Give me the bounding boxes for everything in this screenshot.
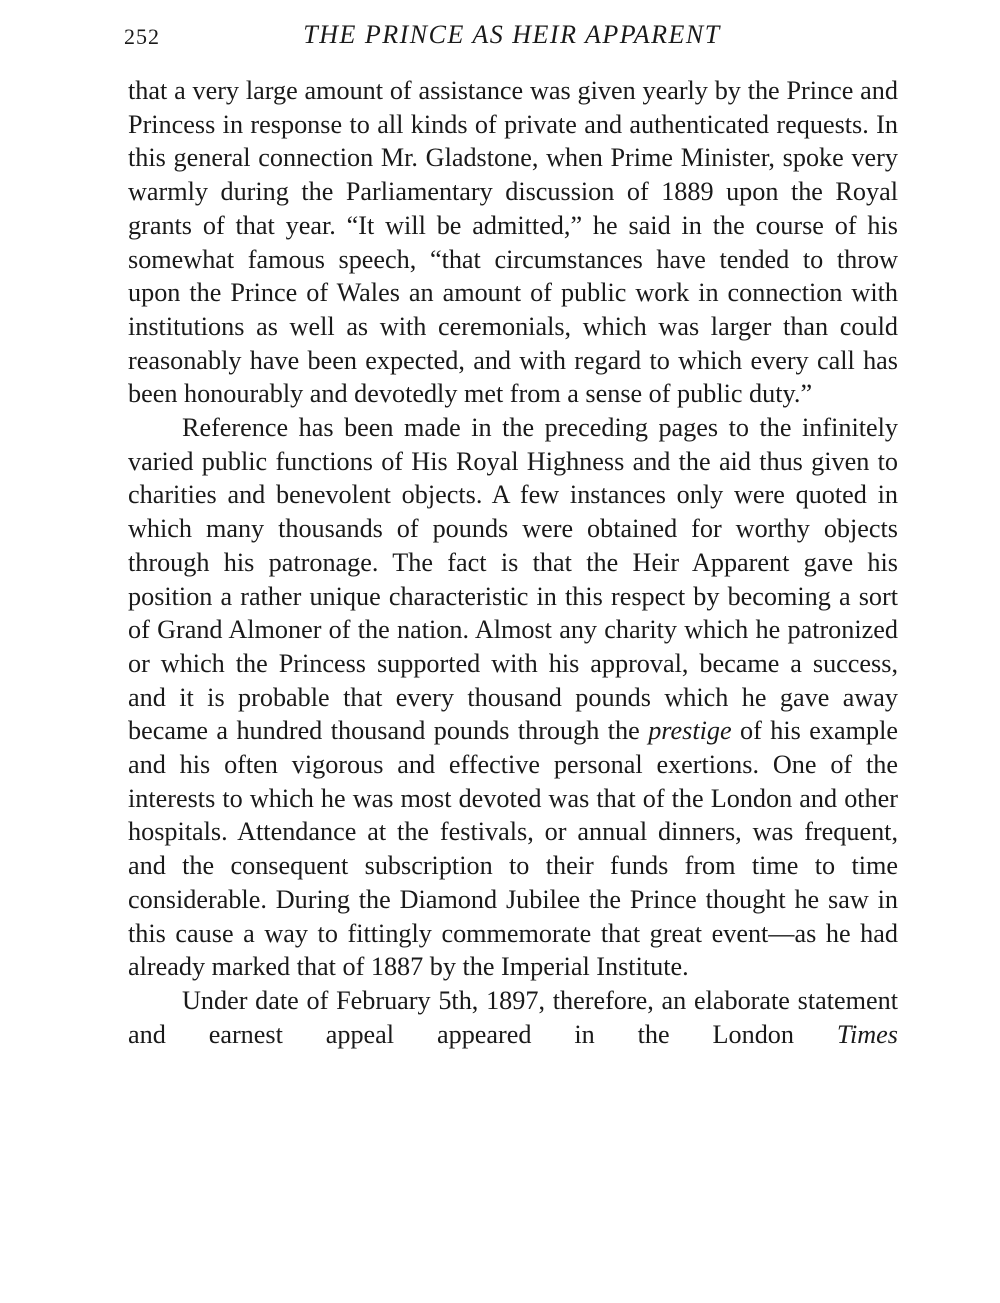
paragraph-2: [128, 411, 898, 984]
paragraph-1: [128, 74, 898, 411]
paragraph-3-emphasis: Times: [836, 1019, 898, 1049]
paragraph-3: [128, 984, 898, 1051]
paragraph-2-emphasis: prestige: [648, 716, 732, 746]
paragraph-1-text: that a very large amount of assistance was given yearly by the Prince and Princess in response to all kinds of private and authenticated requests. In this general connection Mr. Gladstone, when Prime Minister, spoke very warmly during the Parliamentary discussion of 1889 upon the Royal grants of that year. “It will be admitted,” he said in the course of his somewhat famous speech, “that circumstances have tended to throw upon the Prince of Wales an amount of public work in connection with institutions as well as with ceremonials, which was larger than could reasonably have been expected, and with regard to which every call has been honourably and devotedly met from a sense of public duty.”: [128, 76, 898, 409]
page-header: [124, 20, 900, 54]
paragraph-3-text: Under date of February 5th, 1897, therefore, an elaborate statement and earnest appeal appeared in the London: [128, 985, 898, 1049]
running-title: THE PRINCE AS HEIR APPARENT: [303, 20, 721, 49]
page-number: 252: [124, 24, 160, 49]
paragraph-2-text-a: Reference has been made in the preceding pages to the infinitely varied public functions of His Royal Highness and the aid thus given to charities and benevolent objects. A few instances only were quoted in which many thousands of pounds were obtained for worthy objects through his patronage. The fact is that the Heir Apparent gave his position a rather unique characteristic in this respect by becoming a sort of Grand Almoner of the nation. Almost any charity which he patronized or which the Princess supported with his approval, became a success, and it is probable that every thousand pounds which he gave away became a hundred thousand pounds through the: [128, 413, 898, 746]
body-text: [128, 74, 898, 1051]
paragraph-2-text-b: of his example and his often vigorous and effective personal exertions. One of the interests to which he was most devoted was that of the London and other hospitals. Attendance at the festivals, or annual dinners, was frequent, and the consequent subscription to their funds from time to time considerable. During the Diamond Jubilee the Prince thought he saw in this cause a way to fittingly commemorate that great event—as he had already marked that of 1887 by the Imperial Institute.: [128, 716, 899, 982]
